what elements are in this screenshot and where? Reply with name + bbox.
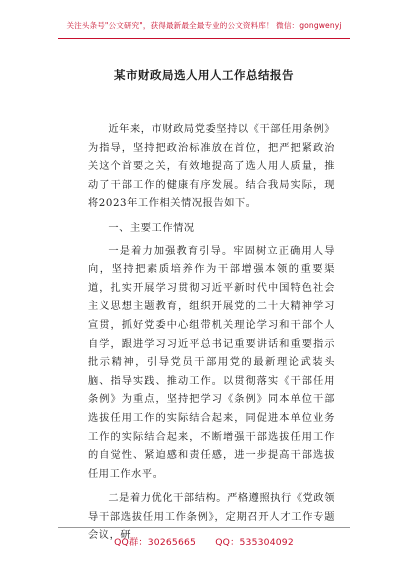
header-divider: [58, 38, 350, 39]
body-paragraph: 一是着力加强教育引导。牢固树立正确用人导向，坚持把素质培养作为干部增强本领的重要渠道，扎实开展学习贯彻习近平新时代中国特色社会主义思想主题教育，组织开展党的二十大精神学习宣贯，抓好党委中心组带机关理论学习和干部个人自学，跟进学习习近平总书记重要讲话和重要指示批示精神，引导党员干部用党的最新理论武装头脑、指导实践、推动工作。以贯彻落实《干部任用条例》为重点，坚持把学习《条例》同本单位干部选拔任用工作的实际结合起来，同促进本单位业务工作的实际结合起来，不断增强干部选拔任用工作的自觉性、紧迫感和责任感，进一步提高干部选拔任用工作水平。: [88, 245, 335, 480]
intro-paragraph: 近年来，市财政局党委坚持以《干部任用条例》为指导，坚持把政治标准放在首位，把严把紧政治关这个首要之关，有效地提高了选人用人质量，推动了干部工作的健康有序发展。结合我局实际，现将2023年工作相关情况报告如下。: [88, 124, 335, 210]
header-banner: 关注头条号"公文研究"，获得最新最全最专业的公文资料库！ 微信：gongwenyj: [66, 21, 342, 30]
document-title: 某市财政局选人用人工作总结报告: [114, 68, 294, 82]
section-heading: 一、主要工作情况: [108, 222, 195, 234]
footer-qq-number: QQ：535304092: [215, 537, 294, 548]
footer: [0, 534, 408, 548]
document-body: [88, 121, 335, 552]
footer-qq-group: QQ群：30265665: [114, 537, 197, 548]
footer-divider: [58, 527, 350, 528]
body-paragraph: 二是着力优化干部结构。严格遵照执行《党政领导干部选拔任用工作条例》，定期召开人才工作专题会议，研: [88, 493, 335, 542]
